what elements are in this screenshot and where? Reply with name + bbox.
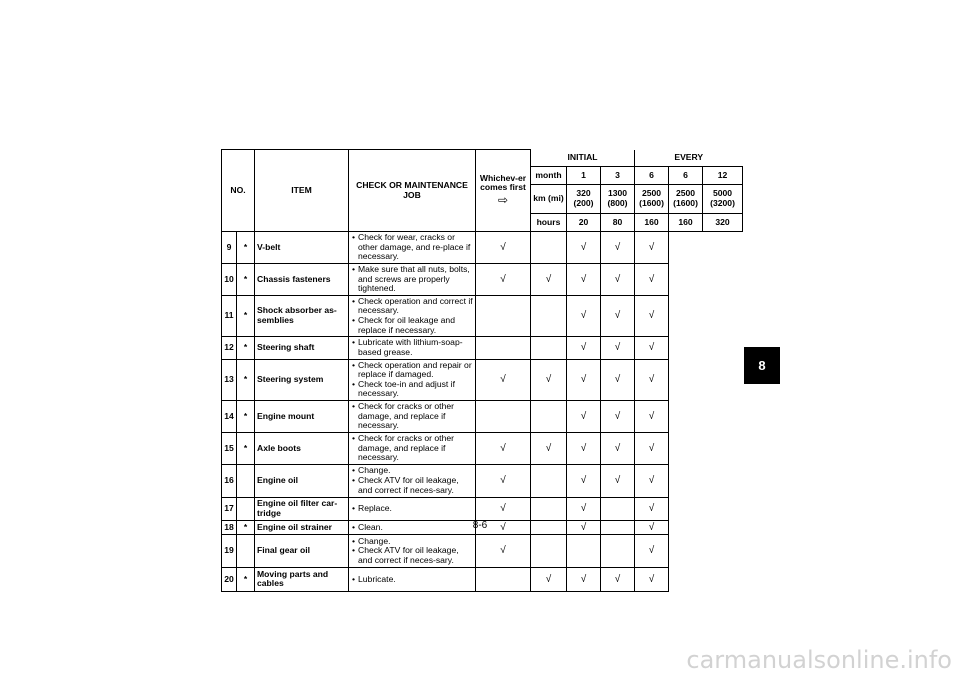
row-item: Steering shaft (255, 337, 349, 359)
check-mark: √ (567, 359, 601, 401)
table-row (222, 534, 743, 567)
month-value-1: 1 (567, 167, 601, 185)
job-line: • Replace. (352, 504, 473, 514)
check-mark: √ (601, 567, 635, 591)
hours-value-3: 160 (635, 214, 669, 232)
row-item: Final gear oil (255, 534, 349, 567)
check-mark: √ (531, 263, 567, 295)
row-star-mark (237, 534, 255, 567)
check-mark (531, 337, 567, 359)
table-row (222, 295, 743, 337)
check-mark: √ (476, 232, 531, 264)
row-item: V-belt (255, 232, 349, 264)
check-mark: √ (601, 432, 635, 464)
km-value-4: 2500 (1600) (669, 185, 703, 214)
check-mark: √ (567, 337, 601, 359)
check-mark: √ (567, 232, 601, 264)
month-value-4: 6 (669, 167, 703, 185)
row-job (349, 497, 476, 520)
header-job: CHECK OR MAINTENANCE JOB (349, 150, 476, 232)
row-star-mark: * (237, 359, 255, 401)
check-mark: √ (601, 295, 635, 337)
hours-value-2: 80 (601, 214, 635, 232)
check-mark (531, 497, 567, 520)
job-line: • Check for cracks or other damage, and replace if necessary. (352, 402, 473, 431)
row-star-mark: * (237, 337, 255, 359)
check-mark: √ (601, 263, 635, 295)
month-value-2: 3 (601, 167, 635, 185)
check-mark: √ (635, 295, 669, 337)
row-job (349, 432, 476, 464)
row-number: 17 (222, 497, 237, 520)
table-row (222, 567, 743, 591)
row-number: 18 (222, 520, 237, 534)
check-mark: √ (567, 295, 601, 337)
check-mark (531, 232, 567, 264)
check-mark (531, 295, 567, 337)
row-item: Engine oil filter car-tridge (255, 497, 349, 520)
whichever-text: Whichev-er comes first (479, 172, 527, 193)
km-value-3: 2500 (1600) (635, 185, 669, 214)
table-row (222, 464, 743, 497)
check-mark (601, 534, 635, 567)
header-initial: INITIAL (531, 150, 635, 167)
header-item: ITEM (255, 150, 349, 232)
chapter-tab: 8 (744, 347, 780, 384)
row-number: 15 (222, 432, 237, 464)
row-star-mark: * (237, 520, 255, 534)
row-number: 12 (222, 337, 237, 359)
check-mark: √ (476, 534, 531, 567)
check-mark (476, 337, 531, 359)
row-star-mark: * (237, 401, 255, 433)
header-every: EVERY (635, 150, 743, 167)
row-number: 10 (222, 263, 237, 295)
check-mark: √ (567, 520, 601, 534)
check-mark: √ (635, 232, 669, 264)
job-line: • Check operation and repair or replace if damaged. (352, 361, 473, 380)
check-mark: √ (567, 263, 601, 295)
check-mark (531, 534, 567, 567)
hours-value-4: 160 (669, 214, 703, 232)
row-job (349, 295, 476, 337)
row-number: 9 (222, 232, 237, 264)
table-row (222, 263, 743, 295)
arrow-right-icon: ⇨ (497, 192, 509, 207)
job-line: • Check toe-in and adjust if necessary. (352, 380, 473, 399)
check-mark: √ (567, 432, 601, 464)
check-mark: √ (635, 359, 669, 401)
table-row (222, 337, 743, 359)
row-job (349, 337, 476, 359)
km-value-2: 1300 (800) (601, 185, 635, 214)
table-row (222, 497, 743, 520)
row-job (349, 232, 476, 264)
check-mark: √ (601, 401, 635, 433)
row-item: Moving parts and cables (255, 567, 349, 591)
row-star-mark: * (237, 295, 255, 337)
job-line: • Check ATV for oil leakage, and correct if neces-sary. (352, 476, 473, 495)
check-mark: √ (567, 464, 601, 497)
job-line: • Check for cracks or other damage, and replace if necessary. (352, 434, 473, 463)
job-line: • Check for oil leakage and replace if necessary. (352, 316, 473, 335)
row-star-mark (237, 464, 255, 497)
check-mark: √ (567, 497, 601, 520)
row-job (349, 567, 476, 591)
row-number: 14 (222, 401, 237, 433)
job-line: • Check operation and correct if necessary. (352, 297, 473, 316)
row-job (349, 464, 476, 497)
check-mark: √ (476, 359, 531, 401)
month-value-3: 6 (635, 167, 669, 185)
table-row (222, 432, 743, 464)
check-mark (531, 520, 567, 534)
check-mark: √ (567, 401, 601, 433)
check-mark: √ (635, 497, 669, 520)
header-whichever (476, 150, 531, 232)
row-number: 19 (222, 534, 237, 567)
check-mark: √ (476, 432, 531, 464)
row-item: Chassis fasteners (255, 263, 349, 295)
watermark: carmanualsonline.info (686, 646, 952, 674)
job-line: • Change. (352, 537, 473, 547)
row-star-mark: * (237, 567, 255, 591)
row-job (349, 534, 476, 567)
job-line: • Check ATV for oil leakage, and correct if neces-sary. (352, 546, 473, 565)
check-mark: √ (601, 232, 635, 264)
check-mark: √ (601, 464, 635, 497)
hours-value-5: 320 (703, 214, 743, 232)
check-mark: √ (635, 464, 669, 497)
row-item: Axle boots (255, 432, 349, 464)
table-body (222, 232, 743, 592)
job-line: • Change. (352, 466, 473, 476)
check-mark: √ (635, 401, 669, 433)
check-mark (476, 295, 531, 337)
page-number: 8-6 (472, 520, 488, 531)
km-value-5: 5000 (3200) (703, 185, 743, 214)
row-job (349, 263, 476, 295)
check-mark: √ (635, 520, 669, 534)
row-item: Steering system (255, 359, 349, 401)
hours-label: hours (531, 214, 567, 232)
check-mark (567, 534, 601, 567)
check-mark (601, 497, 635, 520)
row-star-mark (237, 497, 255, 520)
row-job (349, 520, 476, 534)
check-mark (476, 567, 531, 591)
check-mark: √ (635, 567, 669, 591)
row-star-mark: * (237, 232, 255, 264)
check-mark: √ (476, 263, 531, 295)
check-mark (531, 464, 567, 497)
check-mark: √ (635, 263, 669, 295)
row-star-mark: * (237, 432, 255, 464)
table-row (222, 232, 743, 264)
check-mark: √ (601, 359, 635, 401)
check-mark: √ (567, 567, 601, 591)
check-mark: √ (531, 567, 567, 591)
row-star-mark: * (237, 263, 255, 295)
check-mark: √ (635, 337, 669, 359)
km-value-1: 320 (200) (567, 185, 601, 214)
month-value-5: 12 (703, 167, 743, 185)
hours-value-1: 20 (567, 214, 601, 232)
check-mark: √ (601, 337, 635, 359)
row-job (349, 401, 476, 433)
job-line: • Lubricate with lithium-soap-based grease. (352, 338, 473, 357)
table-row (222, 401, 743, 433)
row-number: 16 (222, 464, 237, 497)
table-row (222, 359, 743, 401)
check-mark: √ (531, 432, 567, 464)
check-mark (601, 520, 635, 534)
row-number: 13 (222, 359, 237, 401)
job-line: • Make sure that all nuts, bolts, and screws are properly tightened. (352, 265, 473, 294)
check-mark: √ (635, 534, 669, 567)
row-number: 20 (222, 567, 237, 591)
month-label: month (531, 167, 567, 185)
check-mark: √ (476, 497, 531, 520)
row-item: Engine oil strainer (255, 520, 349, 534)
job-line: • Clean. (352, 523, 473, 533)
job-line: • Lubricate. (352, 575, 473, 585)
row-job (349, 359, 476, 401)
check-mark: √ (531, 359, 567, 401)
check-mark: √ (476, 520, 531, 534)
header-no: NO. (222, 150, 255, 232)
table-header (222, 150, 743, 232)
row-number: 11 (222, 295, 237, 337)
check-mark: √ (476, 464, 531, 497)
row-item: Shock absorber as-semblies (255, 295, 349, 337)
check-mark (476, 401, 531, 433)
job-line: • Check for wear, cracks or other damage, and re-place if necessary. (352, 233, 473, 262)
row-item: Engine oil (255, 464, 349, 497)
km-label: km (mi) (531, 185, 567, 214)
check-mark: √ (635, 432, 669, 464)
check-mark (531, 401, 567, 433)
row-item: Engine mount (255, 401, 349, 433)
